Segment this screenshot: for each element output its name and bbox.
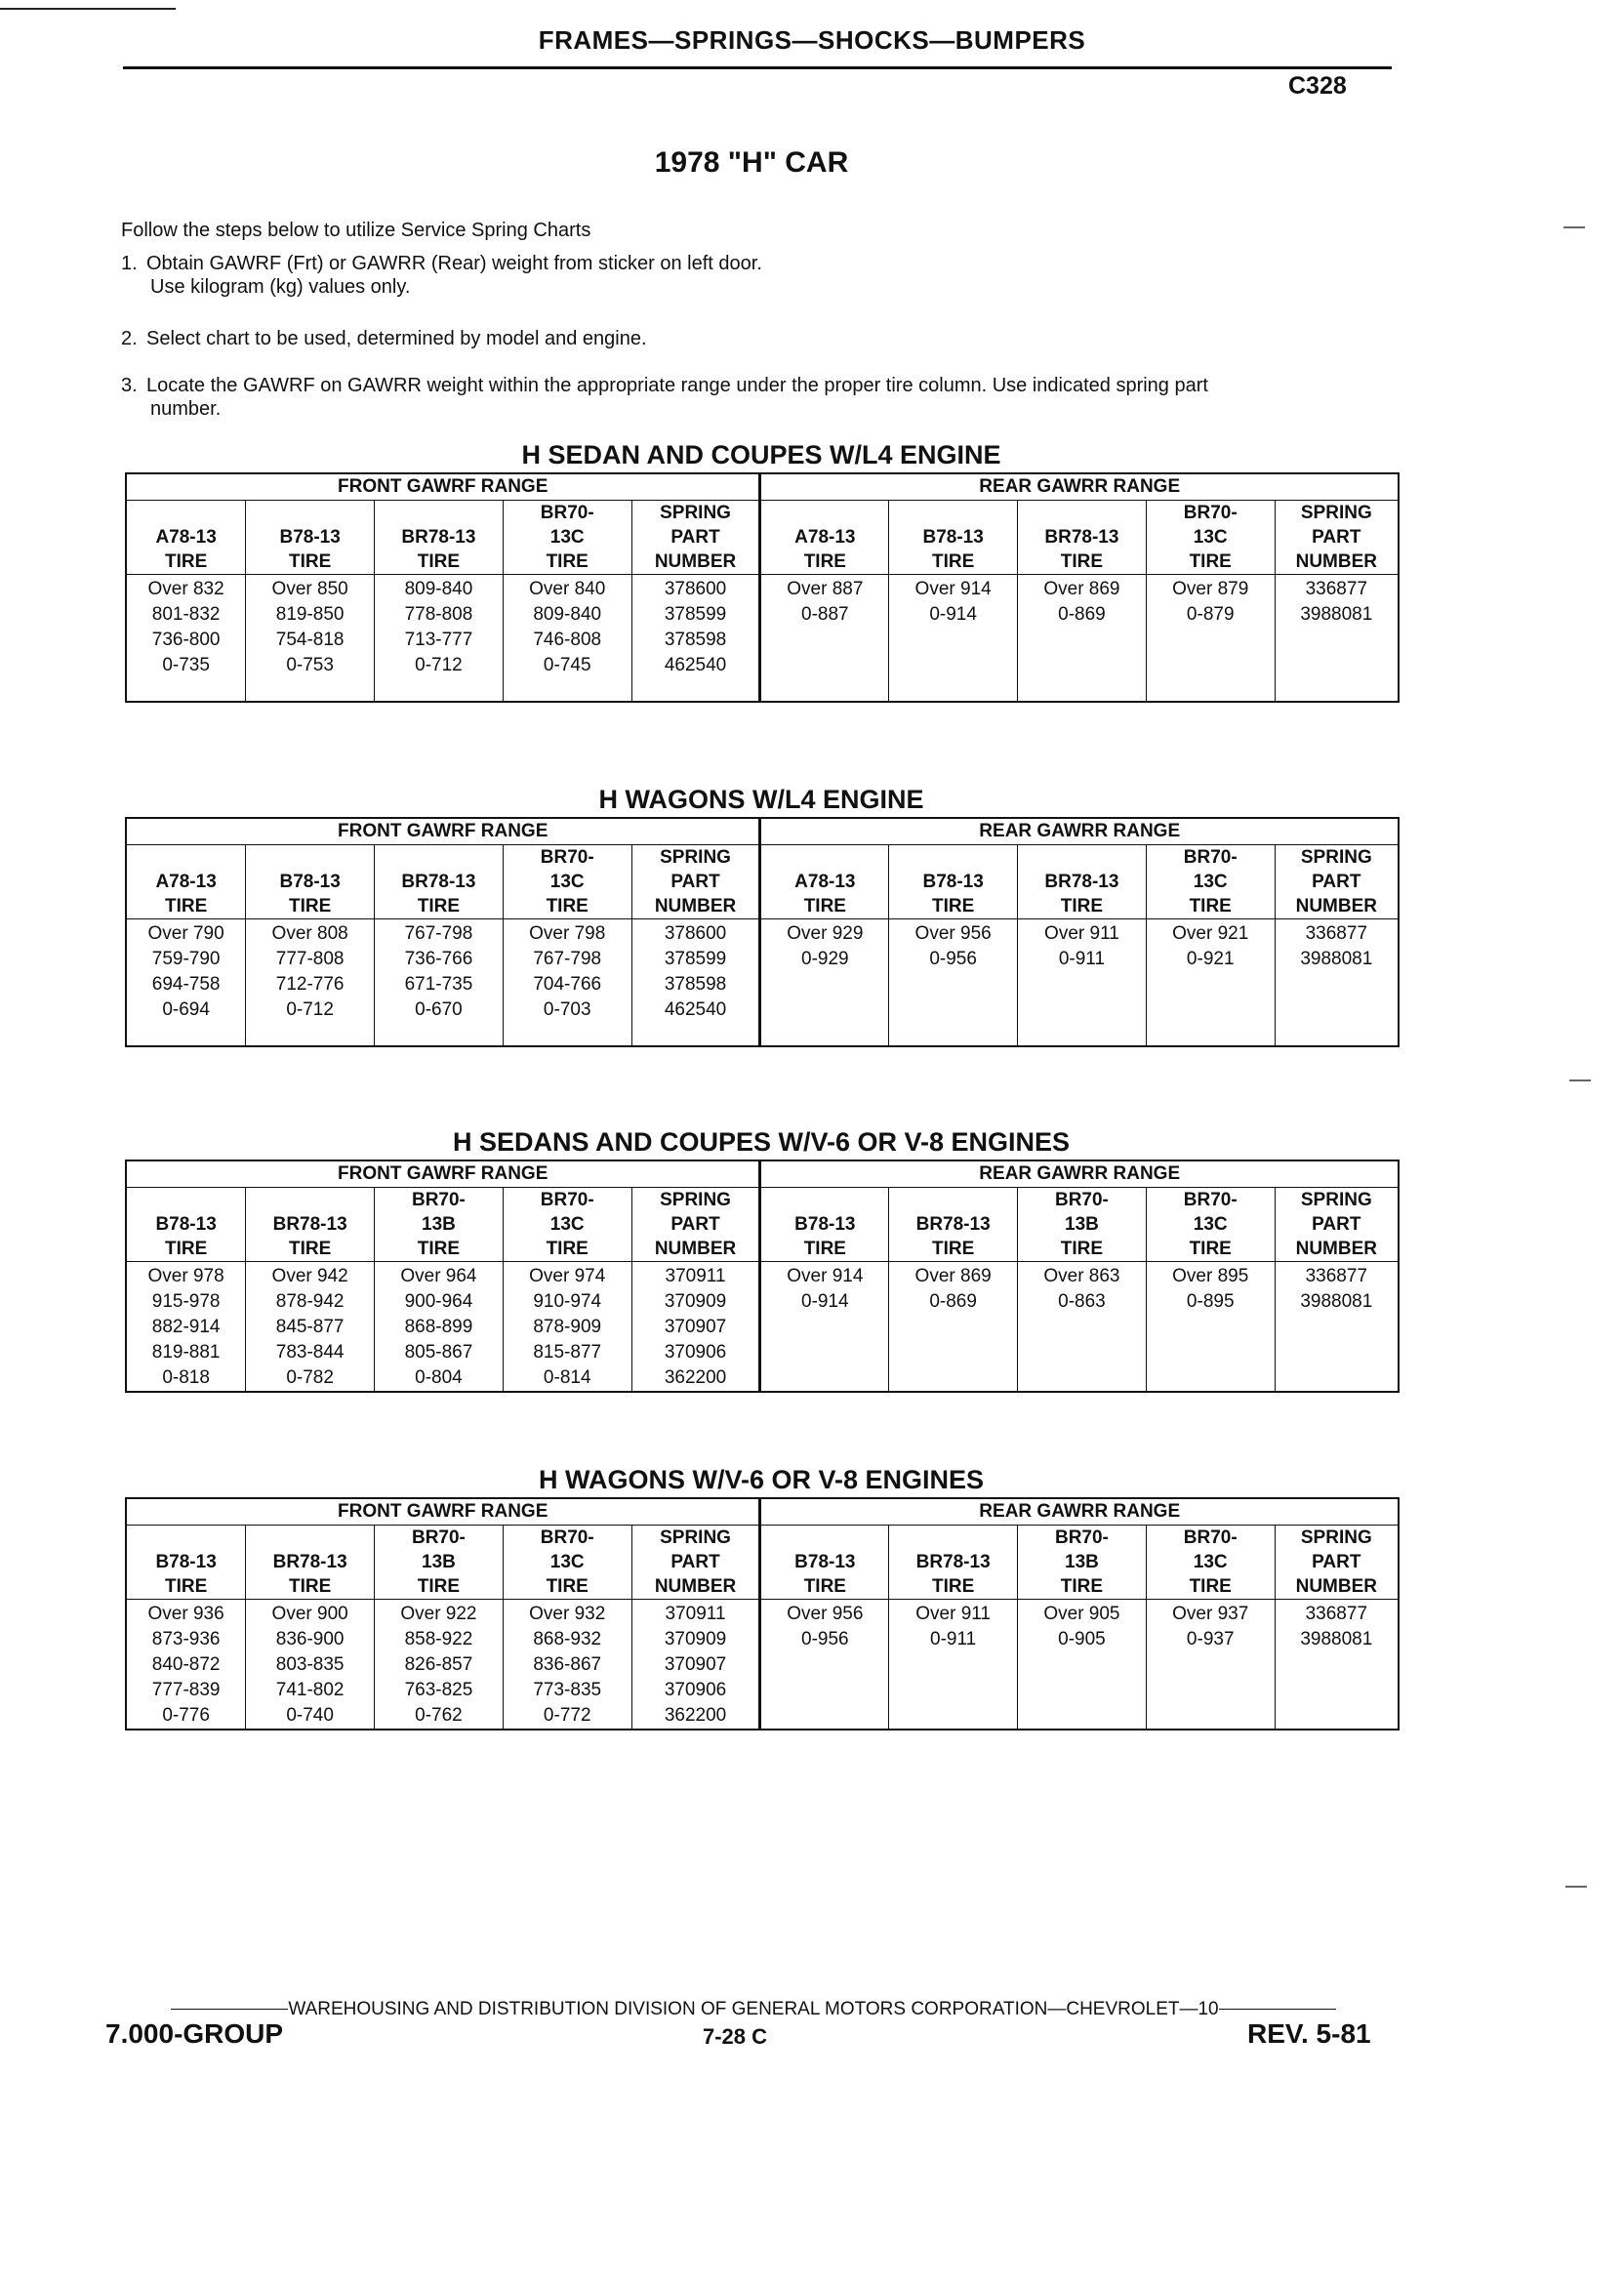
column-header: SPRING PART NUMBER xyxy=(631,1526,760,1600)
data-cell: Over 974 910-974 878-909 815-877 0-814 xyxy=(503,1262,631,1393)
column-header: BR70- 13C TIRE xyxy=(1146,1188,1275,1262)
data-cell: Over 914 0-914 xyxy=(889,575,1018,702)
spring-chart-table xyxy=(125,472,1400,703)
column-header: A78-13 TIRE xyxy=(760,845,889,919)
column-header: SPRING PART NUMBER xyxy=(1275,1526,1399,1600)
data-cell: Over 911 0-911 xyxy=(1018,919,1147,1046)
rear-range-label: REAR GAWRR RANGE xyxy=(760,473,1399,501)
step-number: 1. xyxy=(121,253,138,274)
data-cell: Over 911 0-911 xyxy=(889,1600,1018,1730)
step-number: 3. xyxy=(121,375,138,396)
step-text: Select chart to be used, determined by model and engine. xyxy=(146,328,647,349)
data-cell: Over 956 0-956 xyxy=(760,1600,889,1730)
data-cell: Over 900 836-900 803-835 741-802 0-740 xyxy=(246,1600,375,1730)
data-cell: 336877 3988081 xyxy=(1275,575,1399,702)
data-cell: Over 978 915-978 882-914 819-881 0-818 xyxy=(126,1262,246,1393)
column-header: SPRING PART NUMBER xyxy=(631,1188,760,1262)
data-cell: Over 921 0-921 xyxy=(1146,919,1275,1046)
footer-page-number: 7-28 C xyxy=(703,2024,768,2049)
column-header: B78-13 TIRE xyxy=(246,845,375,919)
data-cell: Over 905 0-905 xyxy=(1018,1600,1147,1730)
column-header: BR70- 13B TIRE xyxy=(375,1526,504,1600)
data-cell: Over 840 809-840 746-808 0-745 xyxy=(503,575,631,702)
margin-mark xyxy=(1563,226,1585,228)
data-cell: 370911 370909 370907 370906 362200 xyxy=(631,1600,760,1730)
step-text: Obtain GAWRF (Frt) or GAWRR (Rear) weight from sticker on left door. xyxy=(146,253,762,274)
column-header: BR78-13 TIRE xyxy=(889,1188,1018,1262)
instructions-intro: Follow the steps below to utilize Service Spring Charts xyxy=(121,220,591,241)
column-header: SPRING PART NUMBER xyxy=(1275,1188,1399,1262)
column-header: BR70- 13C TIRE xyxy=(503,845,631,919)
data-cell: Over 914 0-914 xyxy=(760,1262,889,1393)
column-header: B78-13 TIRE xyxy=(889,501,1018,575)
top-rule xyxy=(0,8,176,10)
table-title: H WAGONS W/L4 ENGINE xyxy=(598,785,924,814)
table-title: H WAGONS W/V-6 OR V-8 ENGINES xyxy=(538,1465,985,1494)
step-text-continued: number. xyxy=(150,398,222,420)
footer-division-line xyxy=(119,1999,1388,2020)
data-cell: Over 798 767-798 704-766 0-703 xyxy=(503,919,631,1046)
footer-division-text: WAREHOUSING AND DISTRIBUTION DIVISION OF GENERAL MOTORS CORPORATION—CHEVROLET—10 xyxy=(288,1999,1219,2019)
column-header: BR78-13 TIRE xyxy=(1018,501,1147,575)
page-code: C328 xyxy=(1288,72,1347,100)
column-header: BR78-13 TIRE xyxy=(246,1188,375,1262)
instruction-step-2 xyxy=(121,327,647,350)
data-cell: Over 887 0-887 xyxy=(760,575,889,702)
column-header: BR70- 13B TIRE xyxy=(375,1188,504,1262)
data-cell: 370911 370909 370907 370906 362200 xyxy=(631,1262,760,1393)
data-cell: 378600 378599 378598 462540 xyxy=(631,919,760,1046)
column-header: A78-13 TIRE xyxy=(126,501,246,575)
column-header: BR78-13 TIRE xyxy=(375,501,504,575)
front-range-label: FRONT GAWRF RANGE xyxy=(126,473,760,501)
step-text: Locate the GAWRF on GAWRR weight within the appropriate range under the proper tire column. Use indicated spring part xyxy=(146,375,1208,396)
data-cell: 378600 378599 378598 462540 xyxy=(631,575,760,702)
table-title: H SEDANS AND COUPES W/V-6 OR V-8 ENGINES xyxy=(452,1127,1071,1157)
column-header: BR70- 13C TIRE xyxy=(1146,845,1275,919)
data-cell: Over 879 0-879 xyxy=(1146,575,1275,702)
column-header: B78-13 TIRE xyxy=(760,1526,889,1600)
column-header: B78-13 TIRE xyxy=(246,501,375,575)
column-header: SPRING PART NUMBER xyxy=(1275,845,1399,919)
data-cell: 336877 3988081 xyxy=(1275,919,1399,1046)
footer-group: 7.000-GROUP xyxy=(105,2018,284,2049)
data-cell: Over 932 868-932 836-867 773-835 0-772 xyxy=(503,1600,631,1730)
column-header: SPRING PART NUMBER xyxy=(631,845,760,919)
front-range-label: FRONT GAWRF RANGE xyxy=(126,1160,760,1188)
column-header: B78-13 TIRE xyxy=(760,1188,889,1262)
step-text-continued: Use kilogram (kg) values only. xyxy=(150,276,411,298)
column-header: BR70- 13C TIRE xyxy=(503,1526,631,1600)
column-header: BR70- 13C TIRE xyxy=(1146,1526,1275,1600)
header-rule xyxy=(123,66,1392,69)
data-cell: Over 895 0-895 xyxy=(1146,1262,1275,1393)
car-title: 1978 "H" CAR xyxy=(654,146,849,179)
front-range-label: FRONT GAWRF RANGE xyxy=(126,1498,760,1526)
data-cell: Over 936 873-936 840-872 777-839 0-776 xyxy=(126,1600,246,1730)
data-cell: Over 808 777-808 712-776 0-712 xyxy=(246,919,375,1046)
column-header: BR78-13 TIRE xyxy=(246,1526,375,1600)
spring-chart-table xyxy=(125,1160,1400,1393)
footer-revision: REV. 5-81 xyxy=(1247,2018,1371,2049)
column-header: A78-13 TIRE xyxy=(760,501,889,575)
column-header: BR70- 13B TIRE xyxy=(1018,1526,1147,1600)
spring-chart-table xyxy=(125,1497,1400,1730)
footer-rule-left xyxy=(171,2009,288,2010)
data-cell: Over 956 0-956 xyxy=(889,919,1018,1046)
margin-mark xyxy=(1565,1886,1587,1888)
data-cell: Over 869 0-869 xyxy=(1018,575,1147,702)
footer-rule-right xyxy=(1219,2009,1336,2010)
instruction-step-3 xyxy=(121,374,1409,421)
data-cell: 767-798 736-766 671-735 0-670 xyxy=(375,919,504,1046)
data-cell: Over 937 0-937 xyxy=(1146,1600,1275,1730)
data-cell: Over 942 878-942 845-877 783-844 0-782 xyxy=(246,1262,375,1393)
rear-range-label: REAR GAWRR RANGE xyxy=(760,1498,1399,1526)
column-header: BR70- 13B TIRE xyxy=(1018,1188,1147,1262)
rear-range-label: REAR GAWRR RANGE xyxy=(760,818,1399,845)
data-cell: Over 929 0-929 xyxy=(760,919,889,1046)
column-header: BR70- 13C TIRE xyxy=(1146,501,1275,575)
column-header: BR78-13 TIRE xyxy=(889,1526,1018,1600)
column-header: SPRING PART NUMBER xyxy=(1275,501,1399,575)
column-header: BR70- 13C TIRE xyxy=(503,501,631,575)
column-header: BR78-13 TIRE xyxy=(375,845,504,919)
column-header: A78-13 TIRE xyxy=(126,845,246,919)
column-header: BR78-13 TIRE xyxy=(1018,845,1147,919)
column-header: B78-13 TIRE xyxy=(126,1526,246,1600)
data-cell: Over 790 759-790 694-758 0-694 xyxy=(126,919,246,1046)
data-cell: Over 922 858-922 826-857 763-825 0-762 xyxy=(375,1600,504,1730)
section-heading: FRAMES—SPRINGS—SHOCKS—BUMPERS xyxy=(538,25,1086,55)
data-cell: 809-840 778-808 713-777 0-712 xyxy=(375,575,504,702)
step-number: 2. xyxy=(121,328,138,349)
table-title: H SEDAN AND COUPES W/L4 ENGINE xyxy=(521,440,1001,469)
instruction-step-1 xyxy=(121,252,762,299)
column-header: BR70- 13C TIRE xyxy=(503,1188,631,1262)
data-cell: Over 832 801-832 736-800 0-735 xyxy=(126,575,246,702)
data-cell: Over 964 900-964 868-899 805-867 0-804 xyxy=(375,1262,504,1393)
spring-chart-table xyxy=(125,817,1400,1047)
data-cell: Over 863 0-863 xyxy=(1018,1262,1147,1393)
column-header: B78-13 TIRE xyxy=(889,845,1018,919)
data-cell: Over 869 0-869 xyxy=(889,1262,1018,1393)
data-cell: 336877 3988081 xyxy=(1275,1262,1399,1393)
rear-range-label: REAR GAWRR RANGE xyxy=(760,1160,1399,1188)
margin-mark xyxy=(1569,1079,1591,1081)
column-header: B78-13 TIRE xyxy=(126,1188,246,1262)
data-cell: Over 850 819-850 754-818 0-753 xyxy=(246,575,375,702)
front-range-label: FRONT GAWRF RANGE xyxy=(126,818,760,845)
data-cell: 336877 3988081 xyxy=(1275,1600,1399,1730)
column-header: SPRING PART NUMBER xyxy=(631,501,760,575)
